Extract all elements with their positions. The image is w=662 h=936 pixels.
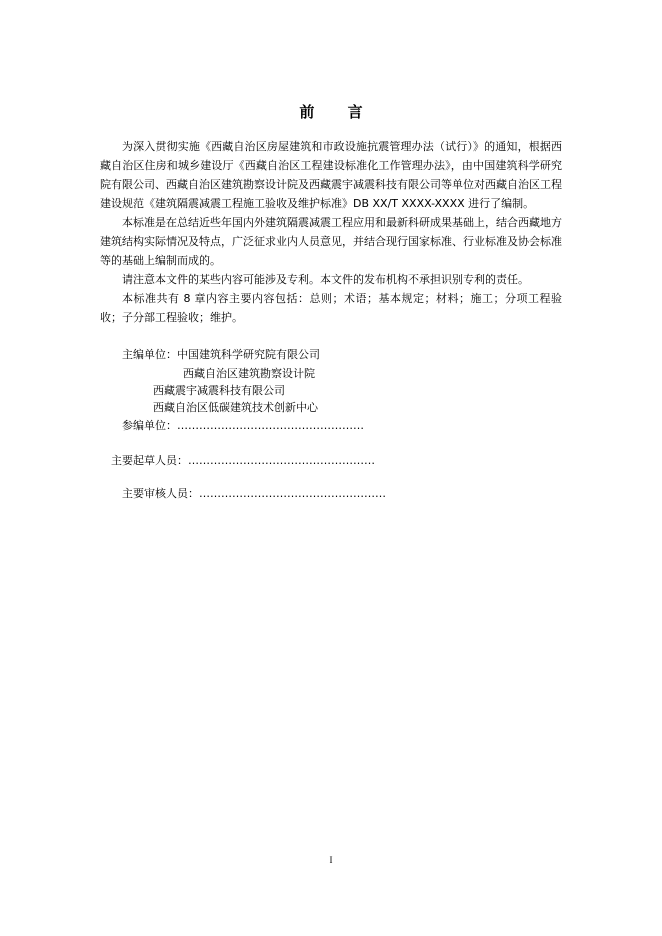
page-number: I <box>329 855 333 865</box>
paragraph-basis: 本标准是在总结近些年国内外建筑隔震减震工程应用和最新科研成果基础上，结合西藏地方建筑结构实际情况及特点，广泛征求业内人员意见，并结合现行国家标准、行业标准及协会标准等的基础上编制而成的。 <box>100 216 562 267</box>
chief-unit-item: 西藏自治区低碳建筑技术创新中心 <box>153 401 318 414</box>
chief-unit-item: 西藏震宇减震科技有限公司 <box>153 384 285 397</box>
page-title: 前 言 <box>299 103 377 121</box>
paragraph-patent-notice: 请注意本文件的某些内容可能涉及专利。本文件的发布机构不承担识别专利的责任。 <box>122 273 529 286</box>
paragraph-background: 为深入贯彻实施《西藏自治区房屋建筑和市政设施抗震管理办法（试行）》的通知，根据西藏自治区住房和城乡建设厅《西藏自治区工程建设标准化工作管理办法》，由中国建筑科学研究院有限公司、西藏自治区建筑勘察设计院及西藏震宇减震科技有限公司等单位对西藏自治区工程建设规范《建筑隔震减震工程施工验收及维护标准》DB XX/T XXXX-XXXX 进行了编制。 <box>100 140 562 210</box>
participating-units-line: 参编单位：…………………………………………… <box>122 419 364 432</box>
preface-body <box>100 137 562 327</box>
reviewers-line: 主要审核人员：…………………………………………… <box>122 487 386 500</box>
paragraph-contents: 本标准共有 8 章内容主要内容包括：总则；术语；基本规定；材料；施工；分项工程验收；子分部工程验收；维护。 <box>100 292 562 324</box>
chief-units-label: 主编单位：中国建筑科学研究院有限公司 <box>122 348 320 361</box>
drafters-line: 主要起草人员：…………………………………………… <box>111 454 375 467</box>
chief-unit-item: 西藏自治区建筑勘察设计院 <box>183 367 315 380</box>
